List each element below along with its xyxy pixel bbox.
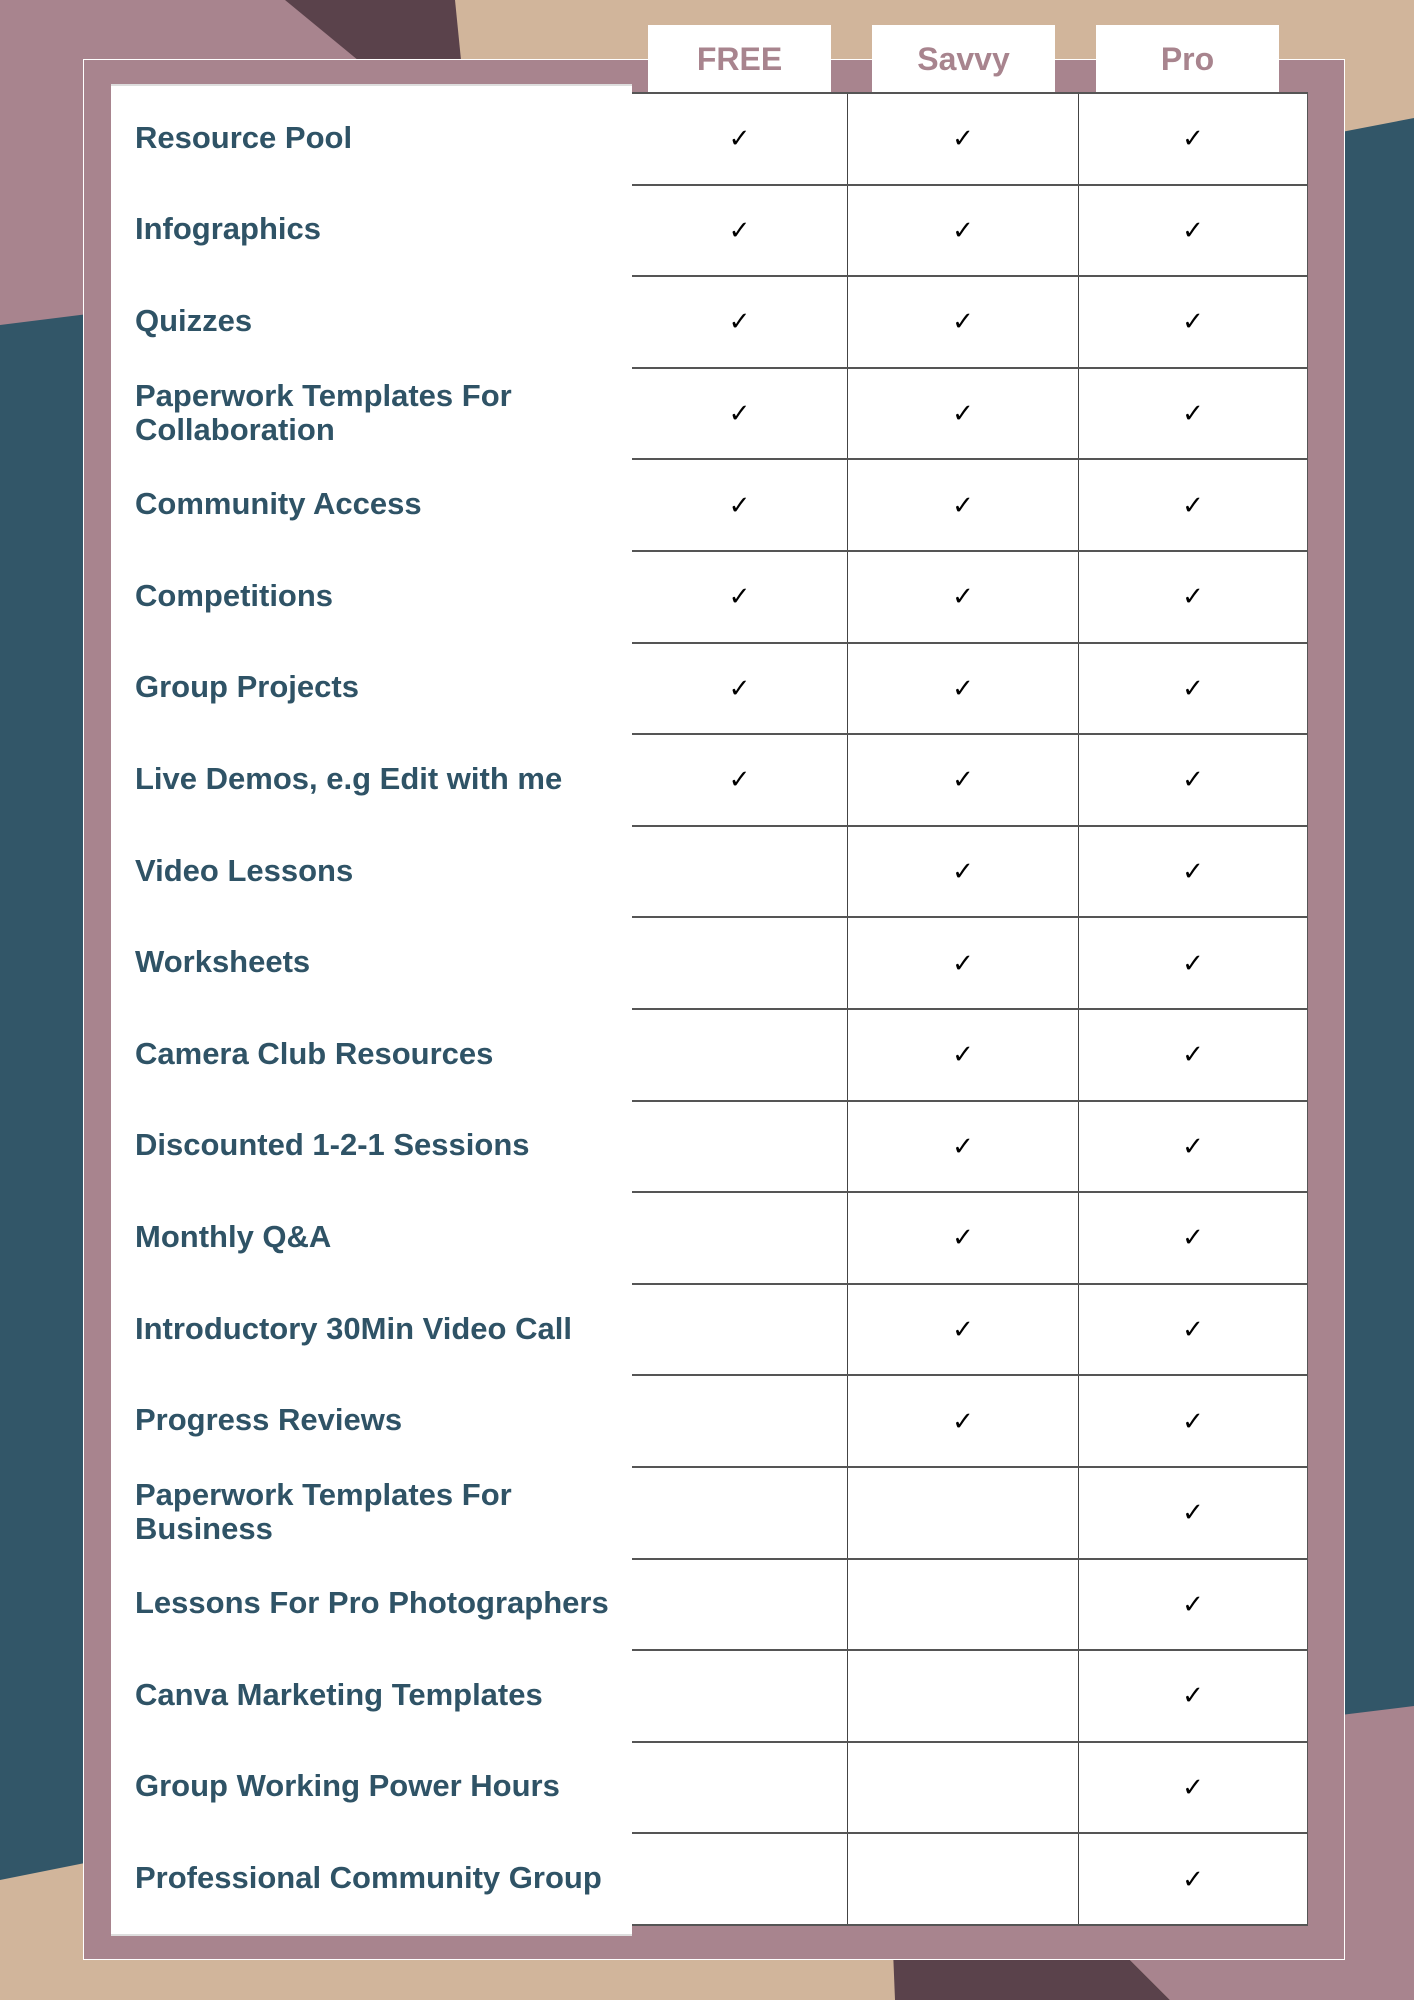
check-icon: ✓ xyxy=(728,214,751,245)
feature-label: Progress Reviews xyxy=(135,1402,403,1438)
plan-header-pro: Pro xyxy=(1096,25,1279,94)
cell-savvy xyxy=(848,827,1079,917)
feature-label: Paperwork Templates For Collaboration xyxy=(135,377,512,447)
cell-free xyxy=(632,1468,848,1558)
table-row xyxy=(632,1193,1307,1285)
cell-savvy xyxy=(848,94,1079,184)
check-icon: ✓ xyxy=(952,398,974,429)
feature-label: Discounted 1-2-1 Sessions xyxy=(135,1127,530,1163)
cell-free xyxy=(632,552,848,642)
table-row xyxy=(632,460,1307,552)
cell-free xyxy=(632,1834,848,1924)
check-icon: ✓ xyxy=(1182,1863,1204,1894)
cell-savvy xyxy=(848,918,1079,1008)
feature-label: Infographics xyxy=(135,211,322,247)
cell-savvy xyxy=(848,552,1079,642)
cell-pro xyxy=(1079,918,1307,1008)
table-row xyxy=(632,1743,1307,1835)
check-icon: ✓ xyxy=(952,1405,974,1436)
cell-pro xyxy=(1079,1102,1307,1192)
check-icon: ✓ xyxy=(1182,123,1204,154)
cell-free xyxy=(632,1560,848,1650)
cell-free xyxy=(632,186,848,276)
check-icon: ✓ xyxy=(1182,1588,1204,1619)
table-row xyxy=(632,1468,1307,1560)
cell-savvy xyxy=(848,1468,1079,1558)
cell-pro xyxy=(1079,1285,1307,1375)
check-icon: ✓ xyxy=(1182,489,1204,520)
feature-label: Canva Marketing Templates xyxy=(135,1676,543,1712)
check-icon: ✓ xyxy=(728,489,751,520)
check-icon: ✓ xyxy=(952,1039,974,1070)
feature-label: Competitions xyxy=(135,577,334,613)
check-icon: ✓ xyxy=(1182,1222,1204,1253)
comparison-grid xyxy=(632,92,1308,1926)
cell-savvy xyxy=(848,277,1079,367)
check-icon: ✓ xyxy=(1182,581,1204,612)
table-row xyxy=(632,827,1307,919)
check-icon: ✓ xyxy=(952,1314,974,1345)
cell-pro xyxy=(1079,1010,1307,1100)
cell-pro xyxy=(1079,460,1307,550)
check-icon: ✓ xyxy=(728,123,751,154)
check-icon: ✓ xyxy=(952,764,974,795)
cell-savvy xyxy=(848,186,1079,276)
feature-label: Worksheets xyxy=(135,944,311,980)
plan-header-free: FREE xyxy=(648,25,831,94)
check-icon: ✓ xyxy=(728,764,751,795)
table-row xyxy=(632,735,1307,827)
check-icon: ✓ xyxy=(952,856,974,887)
check-icon: ✓ xyxy=(952,214,974,245)
check-icon: ✓ xyxy=(952,1130,974,1161)
cell-free xyxy=(632,277,848,367)
cell-free xyxy=(632,94,848,184)
table-row xyxy=(632,277,1307,369)
cell-pro xyxy=(1079,644,1307,734)
check-icon: ✓ xyxy=(1182,672,1204,703)
feature-label: Monthly Q&A xyxy=(135,1218,332,1254)
feature-label: Resource Pool xyxy=(135,119,353,155)
check-icon: ✓ xyxy=(1182,1314,1204,1345)
table-row xyxy=(632,1560,1307,1652)
check-icon: ✓ xyxy=(1182,856,1204,887)
cell-pro xyxy=(1079,1376,1307,1466)
check-icon: ✓ xyxy=(728,306,751,337)
check-icon: ✓ xyxy=(1182,306,1204,337)
check-icon: ✓ xyxy=(1182,1405,1204,1436)
check-icon: ✓ xyxy=(1182,1130,1204,1161)
feature-label: Community Access xyxy=(135,486,422,522)
cell-pro xyxy=(1079,1651,1307,1741)
check-icon: ✓ xyxy=(952,306,974,337)
cell-savvy xyxy=(848,1010,1079,1100)
cell-free xyxy=(632,369,848,459)
cell-savvy xyxy=(848,1102,1079,1192)
cell-free xyxy=(632,1102,848,1192)
cell-free xyxy=(632,644,848,734)
check-icon: ✓ xyxy=(1182,214,1204,245)
cell-free xyxy=(632,918,848,1008)
cell-free xyxy=(632,1743,848,1833)
cell-pro xyxy=(1079,735,1307,825)
cell-free xyxy=(632,735,848,825)
check-icon: ✓ xyxy=(1182,1039,1204,1070)
cell-pro xyxy=(1079,552,1307,642)
check-icon: ✓ xyxy=(1182,398,1204,429)
cell-free xyxy=(632,460,848,550)
table-row xyxy=(632,1376,1307,1468)
cell-savvy xyxy=(848,1285,1079,1375)
cell-pro xyxy=(1079,94,1307,184)
cell-savvy xyxy=(848,1834,1079,1924)
cell-free xyxy=(632,827,848,917)
table-row xyxy=(632,369,1307,461)
check-icon: ✓ xyxy=(1182,1497,1204,1528)
cell-pro xyxy=(1079,827,1307,917)
cell-savvy xyxy=(848,369,1079,459)
cell-pro xyxy=(1079,1834,1307,1924)
cell-savvy xyxy=(848,644,1079,734)
feature-label: Group Working Power Hours xyxy=(135,1768,560,1804)
feature-label: Introductory 30Min Video Call xyxy=(135,1310,572,1346)
check-icon: ✓ xyxy=(952,1222,974,1253)
table-row xyxy=(632,1651,1307,1743)
check-icon: ✓ xyxy=(1182,764,1204,795)
table-row xyxy=(632,1102,1307,1194)
check-icon: ✓ xyxy=(728,672,751,703)
cell-pro xyxy=(1079,1560,1307,1650)
check-icon: ✓ xyxy=(952,672,974,703)
cell-pro xyxy=(1079,1468,1307,1558)
check-icon: ✓ xyxy=(1182,1680,1204,1711)
table-row xyxy=(632,1834,1307,1926)
feature-label: Group Projects xyxy=(135,669,359,705)
cell-pro xyxy=(1079,277,1307,367)
cell-savvy xyxy=(848,735,1079,825)
feature-label: Video Lessons xyxy=(135,852,354,888)
table-row xyxy=(632,918,1307,1010)
cell-savvy xyxy=(848,460,1079,550)
feature-label: Camera Club Resources xyxy=(135,1035,494,1071)
cell-free xyxy=(632,1193,848,1283)
check-icon: ✓ xyxy=(1182,947,1204,978)
cell-free xyxy=(632,1285,848,1375)
cell-savvy xyxy=(848,1651,1079,1741)
check-icon: ✓ xyxy=(728,398,751,429)
plan-header-savvy: Savvy xyxy=(872,25,1055,94)
cell-savvy xyxy=(848,1743,1079,1833)
check-icon: ✓ xyxy=(952,581,974,612)
check-icon: ✓ xyxy=(952,947,974,978)
cell-pro xyxy=(1079,186,1307,276)
cell-pro xyxy=(1079,1743,1307,1833)
cell-free xyxy=(632,1651,848,1741)
cell-savvy xyxy=(848,1376,1079,1466)
cell-free xyxy=(632,1010,848,1100)
cell-pro xyxy=(1079,369,1307,459)
feature-label: Live Demos, e.g Edit with me xyxy=(135,760,563,796)
cell-savvy xyxy=(848,1560,1079,1650)
feature-label: Paperwork Templates For Business xyxy=(135,1476,512,1546)
feature-label: Quizzes xyxy=(135,302,253,338)
table-row xyxy=(632,186,1307,278)
cell-savvy xyxy=(848,1193,1079,1283)
feature-labels xyxy=(111,92,632,1924)
feature-label: Professional Community Group xyxy=(135,1860,602,1896)
cell-free xyxy=(632,1376,848,1466)
feature-label: Lessons For Pro Photographers xyxy=(135,1585,609,1621)
table-row xyxy=(632,1010,1307,1102)
table-row xyxy=(632,552,1307,644)
table-row xyxy=(632,644,1307,736)
check-icon: ✓ xyxy=(952,123,974,154)
check-icon: ✓ xyxy=(1182,1771,1204,1802)
table-row xyxy=(632,94,1307,186)
table-row xyxy=(632,1285,1307,1377)
check-icon: ✓ xyxy=(728,581,751,612)
cell-pro xyxy=(1079,1193,1307,1283)
check-icon: ✓ xyxy=(952,489,974,520)
